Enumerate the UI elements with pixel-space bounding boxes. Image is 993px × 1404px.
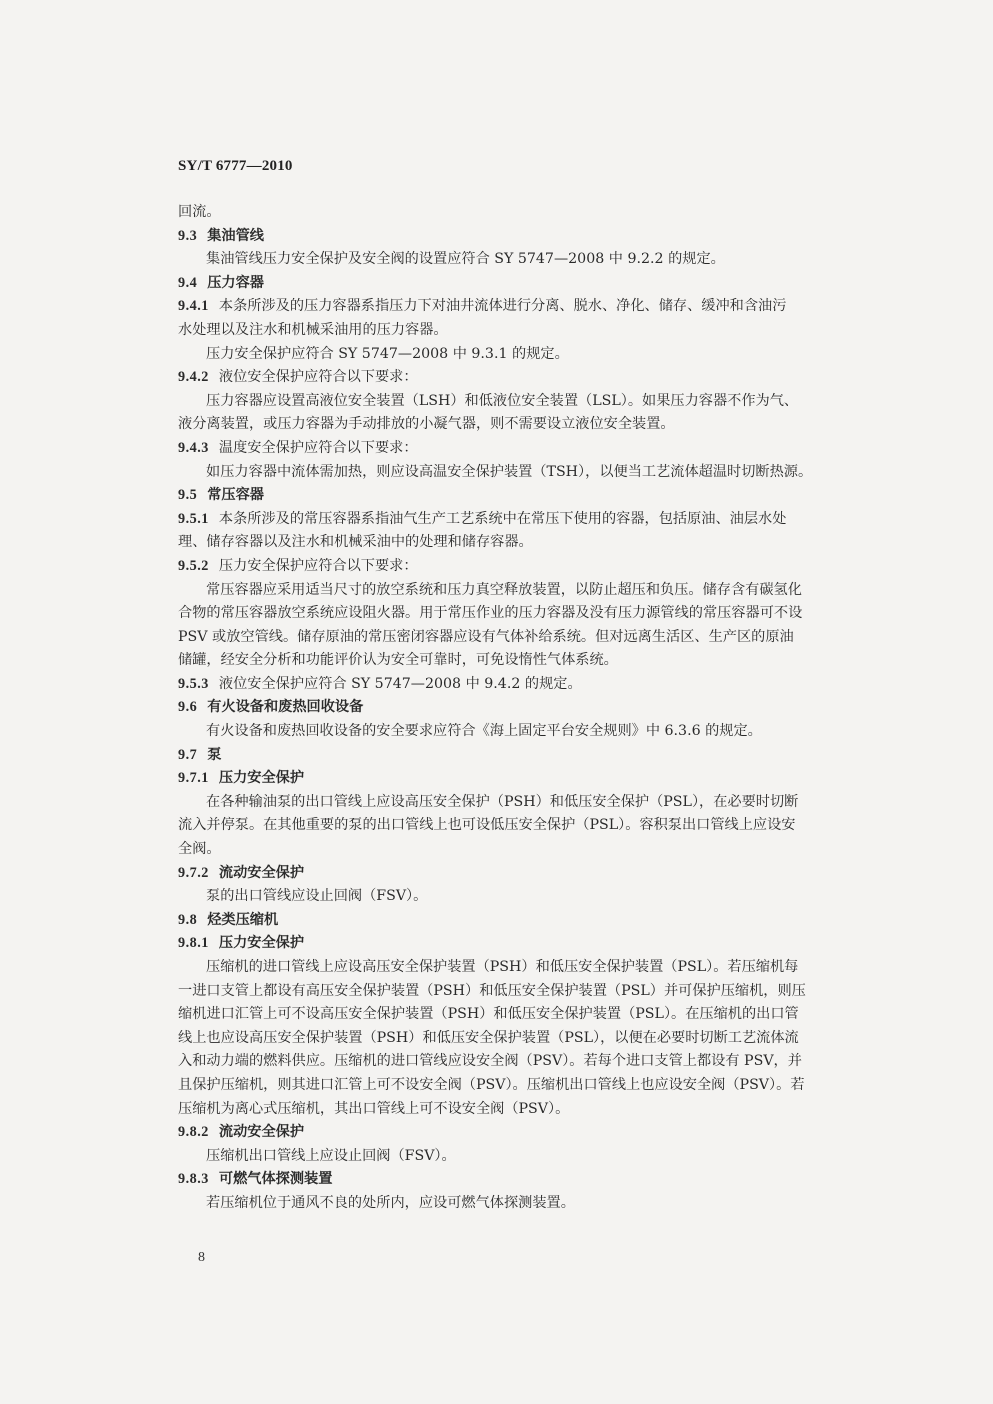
text-line [178,531,818,555]
clause-number: 9.7.1 [178,770,209,787]
text-line [178,248,818,272]
paragraph-text: 理、储存容器以及注水和机械采油中的处理和储存容器。 [178,534,533,551]
paragraph-text: 有火设备和废热回收设备的安全要求应符合《海上固定平台安全规则》中 6.3.6 的规定。 [206,723,762,740]
paragraph-text: 流入并停泵。在其他重要的泵的出口管线上也可设低压安全保护（PSL）。容积泵出口管线上应设安 [178,817,796,834]
text-line [178,413,818,437]
document-body [178,201,818,1216]
section-heading-line [178,1121,818,1145]
text-line [178,1003,818,1027]
clause-number: 9.6 [178,699,198,716]
paragraph-text: 压力容器应设置高液位安全装置（LSH）和低液位安全装置（LSL）。如果压力容器不作为气、 [206,392,799,409]
text-line [178,1145,818,1169]
paragraph-text: 一进口支管上都设有高压安全保护装置（PSH）和低压安全保护装置（PSL）并可保护压缩机，则压 [178,982,806,999]
text-line [178,956,818,980]
paragraph-text: 液位安全保护应符合以下要求： [218,369,418,386]
section-title: 可燃气体探测装置 [218,1171,333,1188]
section-heading-line [178,909,818,933]
text-line [178,1074,818,1098]
section-title: 有火设备和废热回收设备 [207,699,364,716]
clause-number: 9.5.1 [178,510,209,527]
clause-number: 9.4.2 [178,369,209,386]
section-title: 流动安全保护 [218,1124,305,1141]
paragraph-text: 泵的出口管线应设止回阀（FSV）。 [206,888,428,905]
text-line [178,814,818,838]
clause-number: 9.4 [178,274,198,291]
paragraph-text: 液分离装置，或压力容器为手动排放的小凝气器，则不需要设立液位安全装置。 [178,416,675,433]
text-line [178,1027,818,1051]
section-heading-line [178,862,818,886]
paragraph-text: 集油管线压力安全保护及安全阀的设置应符合 SY 5747—2008 中 9.2.2 的规定。 [206,251,725,268]
paragraph-text: 在各种输油泵的出口管线上应设高压安全保护（PSH）和低压安全保护（PSL），在必要时切断 [206,793,799,810]
section-title: 压力容器 [207,274,264,291]
text-line [178,343,818,367]
section-heading-line [178,744,818,768]
clause-number: 9.8.2 [178,1124,209,1141]
text-line [178,1050,818,1074]
paragraph-text: 压缩机为离心式压缩机，其出口管线上可不设安全阀（PSV）。 [178,1100,570,1117]
text-line [178,602,818,626]
clause-number: 9.7 [178,746,198,763]
clause-number: 9.8.1 [178,935,209,952]
section-title: 流动安全保护 [218,864,305,881]
clause-line [178,555,818,579]
section-title: 压力安全保护 [218,935,305,952]
paragraph-text: 合物的常压容器放空系统应设阻火器。用于常压作业的压力容器及没有压力源管线的常压容器可不设 [178,605,803,622]
section-heading-line [178,1168,818,1192]
section-heading-line [178,696,818,720]
text-line [178,201,818,225]
paragraph-text: 常压容器应采用适当尺寸的放空系统和压力真空释放装置，以防止超压和负压。储存含有碳氢化 [206,581,802,598]
paragraph-text: 温度安全保护应符合以下要求： [218,439,418,456]
paragraph-text: 且保护压缩机，则其进口汇管上可不设安全阀（PSV）。压缩机出口管线上也应设安全阀（PSV）。若 [178,1076,805,1093]
paragraph-text: 液位安全保护应符合 SY 5747—2008 中 9.4.2 的规定。 [218,675,582,692]
clause-number: 9.4.1 [178,298,209,315]
paragraph-text: 如压力容器中流体需加热，则应设高温安全保护装置（TSH），以便当工艺流体超温时切断热源。 [206,463,813,480]
section-heading-line [178,272,818,296]
clause-line [178,508,818,532]
section-heading-line [178,484,818,508]
paragraph-text: 水处理以及注水和机械采油用的压力容器。 [178,321,448,338]
section-heading-line [178,932,818,956]
paragraph-text: 压缩机出口管线上应设止回阀（FSV）。 [206,1147,456,1164]
clause-line [178,673,818,697]
section-title: 常压容器 [207,487,264,504]
page-number: 8 [198,1250,205,1265]
clause-number: 9.5.2 [178,557,209,574]
paragraph-text: 压力安全保护应符合以下要求： [218,557,418,574]
text-line [178,980,818,1004]
paragraph-text: 本条所涉及的压力容器系指压力下对油井流体进行分离、脱水、净化、储存、缓冲和含油污 [218,298,787,315]
paragraph-text: 缩机进口汇管上可不设高压安全保护装置（PSH）和低压安全保护装置（PSL）。在压缩机的出口管 [178,1006,799,1023]
paragraph-text: 回流。 [178,204,221,220]
clause-line [178,295,818,319]
clause-number: 9.3 [178,227,198,244]
paragraph-text: 线上也应设高压安全保护装置（PSH）和低压安全保护装置（PSL），以便在必要时切断工艺流体流 [178,1029,799,1046]
text-line [178,626,818,650]
section-title: 集油管线 [207,227,264,244]
text-line [178,885,818,909]
section-title: 烃类压缩机 [207,911,279,928]
paragraph-text: 入和动力端的燃料供应。压缩机的进口管线应设安全阀（PSV）。若每个进口支管上都设有 PSV，并 [178,1053,802,1070]
text-line [178,319,818,343]
section-title: 泵 [207,746,222,763]
clause-number: 9.5.3 [178,675,209,692]
paragraph-text: 若压缩机位于通风不良的处所内，应设可燃气体探测装置。 [206,1194,575,1211]
text-line [178,1098,818,1122]
clause-line [178,437,818,461]
text-line [178,791,818,815]
paragraph-text: 储罐，经安全分析和功能评价认为安全可靠时，可免设惰性气体系统。 [178,652,618,669]
paragraph-text: PSV 或放空管线。储存原油的常压密闭容器应设有气体补给系统。但对远离生活区、生产区的原油 [178,628,794,645]
paragraph-text: 本条所涉及的常压容器系指油气生产工艺系统中在常压下使用的容器，包括原油、油层水处 [218,510,787,527]
text-line [178,1192,818,1216]
clause-number: 9.7.2 [178,864,209,881]
clause-number: 9.4.3 [178,439,209,456]
clause-number: 9.8.3 [178,1171,209,1188]
section-title: 压力安全保护 [218,770,305,787]
section-heading-line [178,767,818,791]
paragraph-text: 压缩机的进口管线上应设高压安全保护装置（PSH）和低压安全保护装置（PSL）。若压缩机每 [206,959,799,975]
paragraph-text: 全阀。 [178,841,221,858]
text-line [178,461,818,485]
text-line [178,720,818,744]
text-line [178,390,818,414]
text-line [178,579,818,603]
text-line [178,838,818,862]
standard-code-header: SY/T 6777—2010 [178,158,293,174]
text-line [178,649,818,673]
section-heading-line [178,225,818,249]
clause-line [178,366,818,390]
clause-number: 9.5 [178,487,198,504]
clause-number: 9.8 [178,911,198,928]
paragraph-text: 压力安全保护应符合 SY 5747—2008 中 9.3.1 的规定。 [206,345,569,362]
